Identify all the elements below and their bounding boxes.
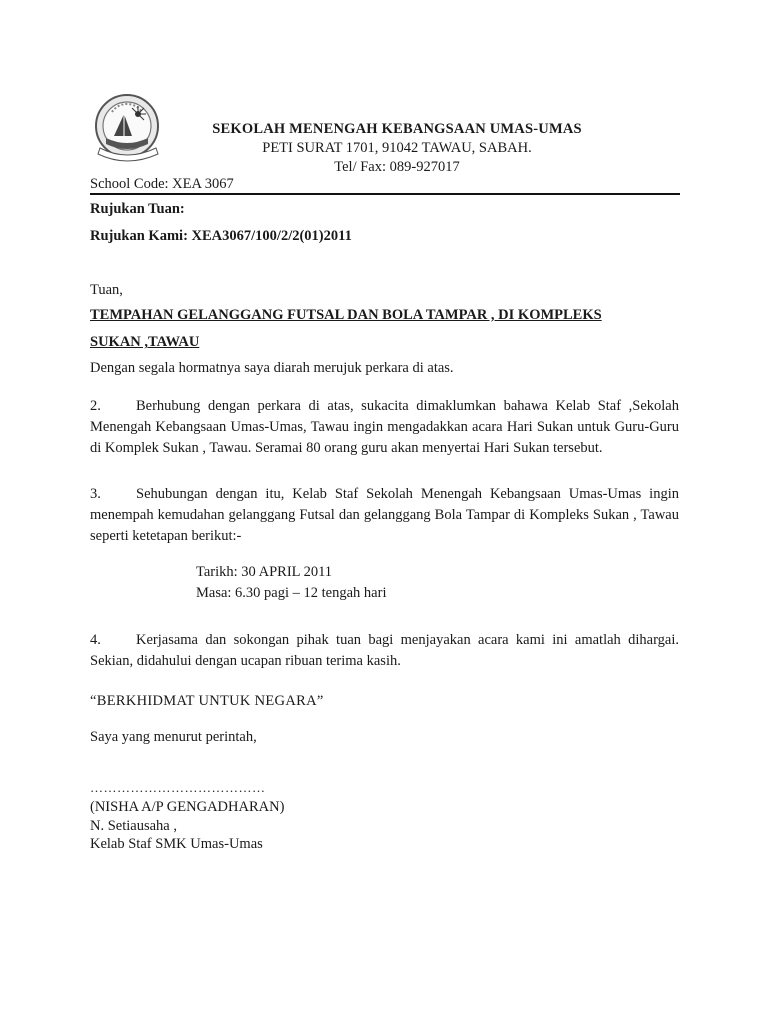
opening-sentence: Dengan segala hormatnya saya diarah merujuk perkara di atas. — [90, 360, 454, 376]
subject-line-2: SUKAN ,TAWAU — [90, 334, 200, 350]
reference-kami: Rujukan Kami: XEA3067/100/2/2(01)2011 — [90, 228, 352, 244]
paragraph-number: 4. — [90, 632, 101, 648]
motto: “BERKHIDMAT UNTUK NEGARA” — [90, 693, 324, 709]
signatory-name: (NISHA A/P GENGADHARAN) — [90, 799, 285, 815]
salutation: Tuan, — [90, 282, 123, 298]
paragraph-2 — [90, 396, 679, 459]
reference-tuan: Rujukan Tuan: — [90, 201, 185, 217]
closing-line: Saya yang menurut perintah, — [90, 729, 257, 745]
booking-time: Masa: 6.30 pagi – 12 tengah hari — [196, 585, 387, 601]
signature-line: ………………………………… — [90, 780, 266, 795]
paragraph-text: Kerjasama dan sokongan pihak tuan bagi menjayakan acara kami ini amatlah dihargai. Sekian, didahului dengan ucapan ribuan terima kasih. — [90, 632, 679, 669]
subject-line-1: TEMPAHAN GELANGGANG FUTSAL DAN BOLA TAMPAR , DI KOMPLEKS — [90, 307, 602, 323]
paragraph-text: Berhubung dengan perkara di atas, sukacita dimaklumkan bahawa Kelab Staf ,Sekolah Menengah Kebangsaan Umas-Umas, Tawau ingin mengadakkan acara Hari Sukan untuk Guru-Guru di Komplek Sukan , Tawau. Seramai 80 orang guru akan menyertai Hari Sukan tersebut. — [90, 398, 679, 456]
paragraph-4 — [90, 630, 679, 672]
header-divider — [90, 193, 680, 195]
paragraph-number: 3. — [90, 486, 101, 502]
school-address: PETI SURAT 1701, 91042 TAWAU, SABAH. — [262, 140, 532, 156]
signatory-organization: Kelab Staf SMK Umas-Umas — [90, 836, 263, 852]
school-code: School Code: XEA 3067 — [90, 176, 234, 192]
booking-date: Tarikh: 30 APRIL 2011 — [196, 564, 333, 580]
signatory-title: N. Setiausaha , — [90, 818, 177, 834]
paragraph-text: Sehubungan dengan itu, Kelab Staf Sekolah Menengah Kebangsaan Umas-Umas ingin menempah kemudahan gelanggang Futsal dan gelanggang Bola Tampar di Kompleks Sukan , Tawau seperti ketetapan berikut:- — [90, 486, 679, 544]
school-name: SEKOLAH MENENGAH KEBANGSAAN UMAS-UMAS — [212, 121, 582, 137]
paragraph-number: 2. — [90, 398, 101, 414]
paragraph-3 — [90, 484, 679, 547]
school-tel-fax: Tel/ Fax: 089-927017 — [334, 159, 460, 175]
